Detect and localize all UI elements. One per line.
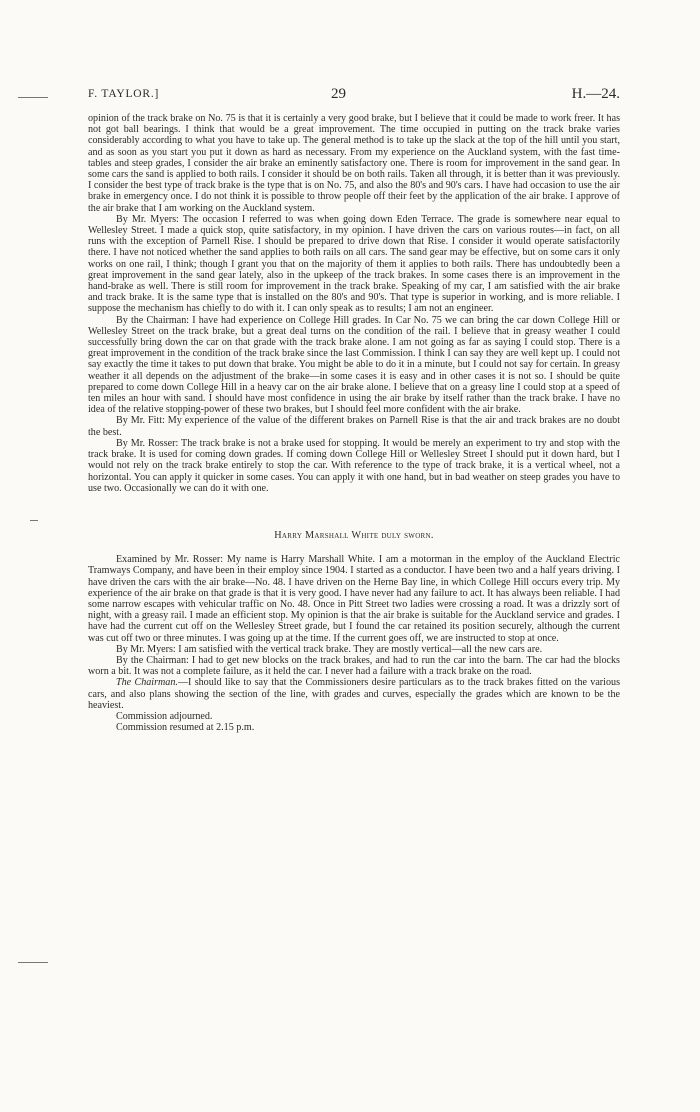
chairman-statement-text: —I should like to say that the Commissioners desire particulars as to the track brakes fitted on the various cars, and also plans showing the section of the line, with grades and curves, especially the grades which are known to be the heaviest. (88, 677, 620, 711)
testimony-paragraph: opinion of the track brake on No. 75 is that it is certainly a very good brake, but I believe that it could be made to work freer. It has not got ball bearings. I think that would be a great improvement. The time occupied in putting on the track brake varies considerably according to what you have to take up. The general method is to take up the slack at the top of the hill until you start, and as soon as you start you put it down as hard as necessary. From my experience on the Auckland system, with the fast time-tables and steep grades, I consider the air brake an eminently satisfactory one. There is room for improvement in the sand gear. In some cars the sand is applied to both rails. I consider it should be on both rails. Taken all through, it is better than it was previously. I consider the best type of track brake is the type that is on No. 75, and also the 80's and 90's cars. I have had occasion to use the air brake in emergency once. I do not think it is possible to throw people off their feet by the application of the air brake. I approve of the air brake that I am working on the Auckland system. (88, 113, 620, 214)
chairman-statement (88, 677, 620, 711)
chairman-label: The Chairman. (116, 677, 178, 689)
commission-resumed: Commission resumed at 2.15 p.m. (116, 722, 255, 734)
testimony-paragraph: By Mr. Rosser: The track brake is not a brake used for stopping. It would be merely an experiment to try and stop with the track brake. It is used for coming down grades. If coming down College Hill or Wellesley Street I should put it down hard, but I would not rely on the track brake entirely to stop the car. With reference to the type of track brake, it is a vertical wheel, not a horizontal. You can apply it quicker in some cases. You can apply it with one hand, but in bad weather on steep grades you have to use two. Occasionally we can do it with one. (88, 437, 620, 494)
page-number: 29 (331, 86, 346, 102)
testimony-paragraph: By the Chairman: I have had experience on College Hill grades. In Car No. 75 we can bring the car down College Hill or Wellesley Street on the track brake, but a great deal turns on the condition of the rail. I believe that in greasy weather I could successfully bring down the car on that grade with the track brake alone. I am not going as far as saying I could stop. There is a great improvement in the condition of the track brake since the last Commission. I think I can say they are well kept up. I could not say exactly the time it takes to put down that brake. You might be able to do it in a minute, but I could not say for certain. In greasy weather it all depends on the adjustment of the brake—in some cases it is easy and in other cases it is not so. I should be quite prepared to come down College Hill in a heavy car on the air brake alone. I believe that on a greasy line I could stop at a speed of ten miles an hour with sand. I should have most confidence in using the air brake by itself rather than the track brake. I have no idea of the relative stopping-power of these two brakes, but I should feel more confident with the air brake. (88, 314, 620, 416)
margin-mark (30, 520, 38, 521)
testimony-paragraph: By the Chairman: I had to get new blocks on the track brakes, and had to run the car into the barn. The car had the blocks worn a bit. It was not a complete failure, as it held the car. I never had a failure with a track brake on the road. (88, 654, 620, 678)
page-header (88, 86, 620, 108)
document-reference: H.—24. (571, 86, 620, 102)
testimony-paragraph: By Mr. Fitt: My experience of the value of the different brakes on Parnell Rise is that the air and track brakes are no doubt the best. (88, 415, 620, 438)
margin-mark (18, 97, 48, 98)
testimony-paragraph: Examined by Mr. Rosser: My name is Harry Marshall White. I am a motorman in the employ of the Auckland Electric Tramways Company, and have been in their employ since 1904. I started as a conductor. I have been two and a half years driving. I have driven the cars with the air brake—No. 48. I have driven on the Herne Bay line, in which College Hill occurs every trip. My experience of the air brake on that grade is that it is very good. I have never had any failure to act. It has always been reliable. I had some narrow escapes with vehicular traffic on No. 48. Once in Pitt Street two ladies were crossing a road. It was a drizzly sort of night, with a greasy rail. I made an efficient stop. My opinion is that the air brake is suitable for the Auckland service and grades. I have had the current cut off on the Wellesley Street grade, but I found the car retained its position securely, although the current was cut off two or three minutes. I was going up at the time. If the current goes off, we are instructed to stop at once. (88, 554, 620, 644)
margin-mark (18, 962, 48, 963)
testimony-body (88, 113, 620, 733)
witness-sworn-heading: Harry Marshall White duly sworn. (274, 529, 434, 541)
testimony-paragraph: By Mr. Myers: The occasion I referred to was when going down Eden Terrace. The grade is somewhere near equal to Wellesley Street. I made a quick stop, quite satisfactory, in my opinion. I have driven the cars on various routes—in fact, on all runs with the exception of Parnell Rise. I should be prepared to drive down that Rise. I consider it would operate satisfactorily there. I have not noticed whether the sand applies to both rails on all cars. The sand gear may be effective, but on some cars it only works on one rail, I think; though I grant you that on the majority of them it applies to both rails. There has undoubtedly been a great improvement in the sand gear lately, also in the upkeep of the track brakes. In some cases there is an improvement in the hand-brake as well. There is still room for improvement in the track brake. Speaking of my car, I am satisfied with the air brake and track brake. It is the same type that is installed on the 80's and 90's. That type is superior in working, and is more reliable. I suppose the mechanism has chiefly to do with it. I can only speak as to results; I am not an engineer. (88, 213, 620, 315)
testimony-paragraph: By Mr. Myers: I am satisfied with the vertical track brake. They are mostly vertical—all the new cars are. (116, 643, 543, 655)
witness-name-header: F. TAYLOR.] (88, 88, 160, 100)
commission-adjourned: Commission adjourned. (116, 710, 213, 722)
